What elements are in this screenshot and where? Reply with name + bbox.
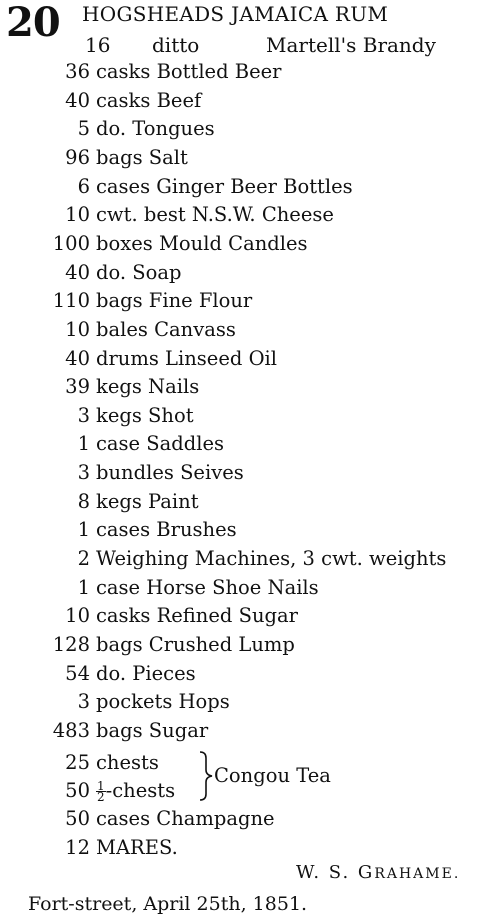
item-qty: 50: [65, 807, 90, 830]
item-qty: 128: [52, 633, 90, 656]
half-fraction: $\frac{1}{2}$: [97, 779, 105, 804]
item-desc: casks Refined Sugar: [96, 604, 298, 628]
tea-label: Congou Tea: [214, 764, 331, 787]
item-qty: 8: [77, 489, 90, 513]
item-desc: do. Tongues: [96, 117, 215, 141]
item-qty: 40: [65, 346, 90, 370]
item-desc: bags Fine Flour: [96, 289, 253, 313]
item-qty: 1: [77, 432, 90, 456]
item-qty: 36: [65, 60, 90, 83]
item-desc: bags Salt: [96, 145, 188, 169]
item-desc: cases Brushes: [96, 518, 237, 542]
item-desc: bundles Seives: [96, 461, 244, 485]
item-qty: 39: [65, 375, 90, 399]
item-desc: kegs Paint: [96, 489, 199, 513]
item-qty: 3: [77, 461, 90, 485]
item-qty: 100: [52, 231, 90, 255]
item-desc: do. Pieces: [96, 661, 196, 685]
header-line-1: HOGSHEADS JAMAICA RUM: [82, 2, 389, 26]
header-line-2-item: Martell's Brandy: [266, 33, 436, 57]
item-desc: MARES.: [96, 835, 178, 859]
item-qty: 10: [65, 317, 90, 341]
item-qty: 6: [77, 174, 90, 198]
item-qty: 10: [65, 203, 90, 227]
item-qty: 40: [65, 260, 90, 284]
item-desc: bales Canvass: [96, 317, 236, 341]
item-qty: 40: [65, 88, 90, 112]
item-desc: casks Beef: [96, 88, 202, 112]
item-desc: kegs Nails: [96, 375, 200, 399]
item-desc: casks Bottled Beer: [96, 60, 282, 83]
item-qty: 12: [65, 835, 90, 859]
item-qty: 10: [65, 604, 90, 628]
item-desc: Weighing Machines, 3 cwt. weights: [96, 547, 447, 571]
item-desc: bags Sugar: [96, 718, 209, 742]
item-desc: drums Linseed Oil: [96, 346, 278, 370]
item-desc: chests: [96, 751, 159, 774]
item-qty: 3: [77, 690, 90, 714]
signature: W. S. GRAHAME.: [296, 862, 461, 883]
item-desc: do. Soap: [96, 260, 182, 284]
header-line-2-ditto: ditto: [152, 33, 200, 57]
address-date: Fort-street, April 25th, 1851.: [28, 893, 308, 915]
item-desc: bags Crushed Lump: [96, 633, 295, 656]
lot-number: 20: [6, 0, 60, 46]
item-qty: 110: [52, 289, 90, 313]
item-desc: case Saddles: [96, 432, 225, 456]
item-qty: 3: [77, 403, 90, 427]
item-desc: kegs Shot: [96, 403, 194, 427]
item-desc: cases Ginger Beer Bottles: [96, 174, 353, 198]
item-qty: 96: [65, 145, 90, 169]
item-desc: cwt. best N.S.W. Cheese: [96, 203, 334, 227]
item-qty: 50: [65, 779, 90, 802]
header-line-2-qty: 16: [85, 33, 111, 57]
item-qty: 2: [77, 547, 90, 571]
item-desc: $\frac{1}{2}$ -chests: [97, 779, 176, 804]
item-qty: 54: [65, 661, 90, 685]
item-desc: case Horse Shoe Nails: [96, 575, 319, 599]
item-qty: 483: [52, 718, 90, 742]
item-desc: cases Champagne: [96, 807, 275, 830]
item-qty: 1: [77, 575, 90, 599]
item-qty: 1: [77, 518, 90, 542]
item-desc: boxes Mould Candles: [96, 231, 308, 255]
item-qty: 25: [65, 751, 90, 774]
item-qty: 5: [77, 117, 90, 141]
item-desc: pockets Hops: [96, 690, 230, 714]
